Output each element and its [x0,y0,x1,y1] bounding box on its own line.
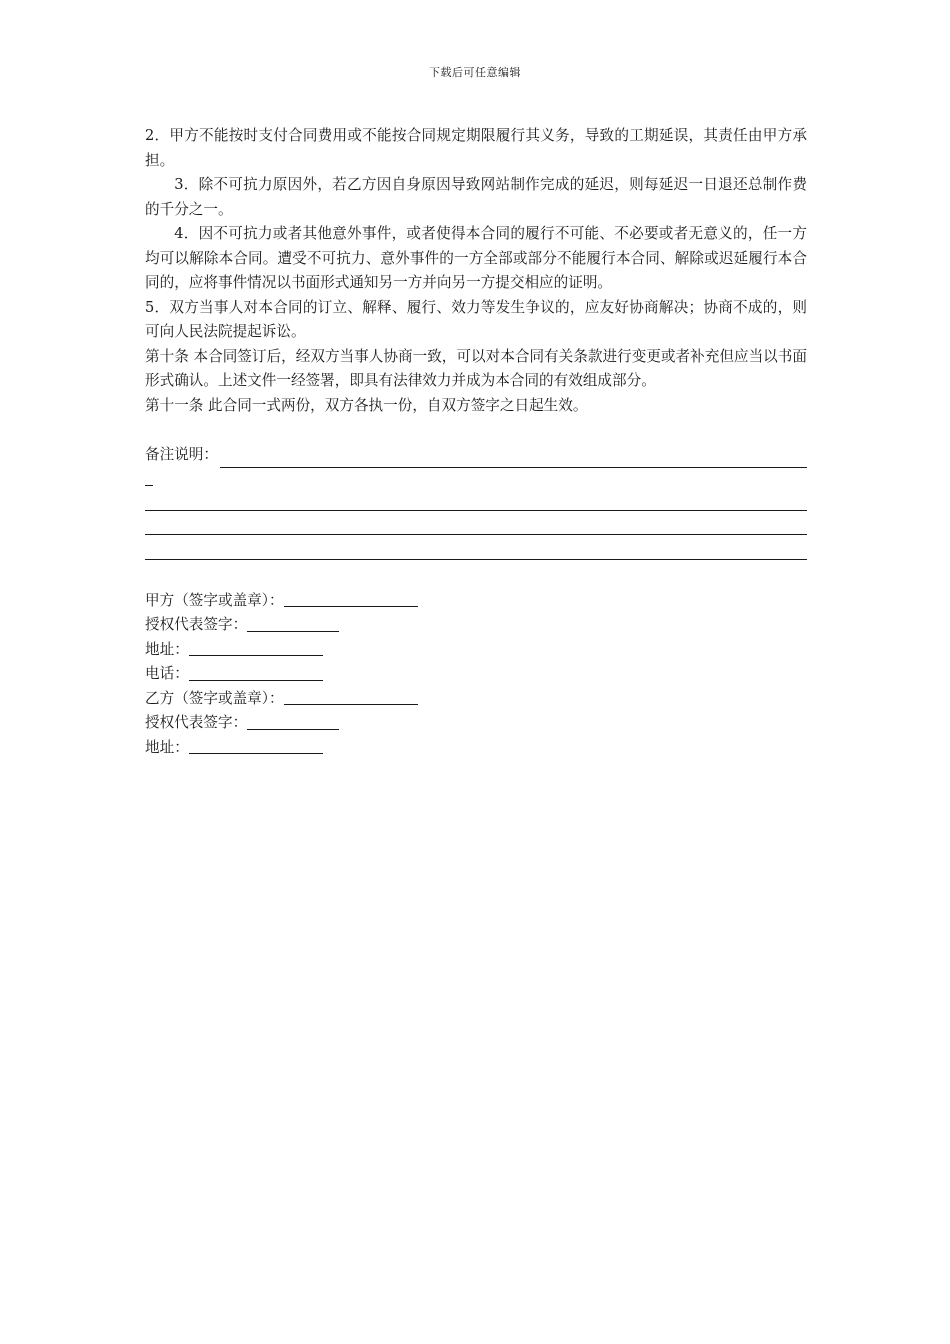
clause-paragraph-5: 5．双方当事人对本合同的订立、解释、履行、效力等发生争议的，应友好协商解决；协商不成的，则可向人民法院提起诉讼。 [145,298,807,340]
page-header: 下载后可任意编辑 [429,66,521,79]
remarks-section [145,443,807,566]
auth-rep-b-row [145,711,807,736]
auth-rep-b-label: 授权代表签字： [145,714,248,731]
address-b-row [145,736,807,761]
remarks-row [145,443,807,468]
phone-a-label: 电话： [145,665,189,682]
party-a-signature-row [145,589,807,614]
article-ten-paragraph: 第十条 本合同签订后，经双方当事人协商一致，可以对本合同有关条款进行变更或者补充但应当以书面形式确认。上述文件一经签署，即具有法律效力并成为本合同的有效组成部分。 [145,347,807,389]
party-b-label: 乙方（签字或盖章）： [145,689,284,707]
clause-paragraph-4: 4．因不可抗力或者其他意外事件，或者使得本合同的履行不可能、不必要或者无意义的，任一方均可以解除本合同。遭受不可抗力、意外事件的一方全部或部分不能履行本合同、解除或迟延履行本合同的，应将事件情况以书面形式通知另一方并向另一方提交相应的证明。 [145,225,807,291]
remarks-blank-line-3 [145,541,807,566]
party-b-signature-row [145,687,807,712]
remarks-fill-line [220,450,807,468]
remarks-blank-line-1 [145,492,807,517]
party-b-blank [284,687,418,705]
remarks-label: 备注说明： [145,446,218,463]
document-body [145,124,807,760]
auth-rep-a-label: 授权代表签字： [145,616,248,633]
address-a-blank [189,638,323,656]
signature-section [145,589,807,761]
address-a-row [145,638,807,663]
phone-a-blank [189,663,323,681]
address-a-label: 地址： [145,640,189,658]
clause-paragraph-2: 2．甲方不能按时支付合同费用或不能按合同规定期限履行其义务，导致的工期延误，其责任由甲方承担。 [145,127,807,169]
remarks-blank-line-2 [145,517,807,542]
auth-rep-a-blank [247,614,339,632]
article-eleven-paragraph: 第十一条 此合同一式两份，双方各执一份，自双方签字之日起生效。 [145,396,588,414]
address-b-label: 地址： [145,738,189,756]
party-a-blank [284,589,418,607]
auth-rep-b-blank [247,712,339,730]
address-b-blank [189,736,323,754]
remarks-stray-underscore [145,468,153,493]
party-a-label: 甲方（签字或盖章）： [145,591,284,609]
auth-rep-a-row [145,613,807,638]
phone-a-row [145,662,807,687]
clause-paragraph-3: 3．除不可抗力原因外，若乙方因自身原因导致网站制作完成的延迟，则每延迟一日退还总制作费的千分之一。 [145,176,807,218]
